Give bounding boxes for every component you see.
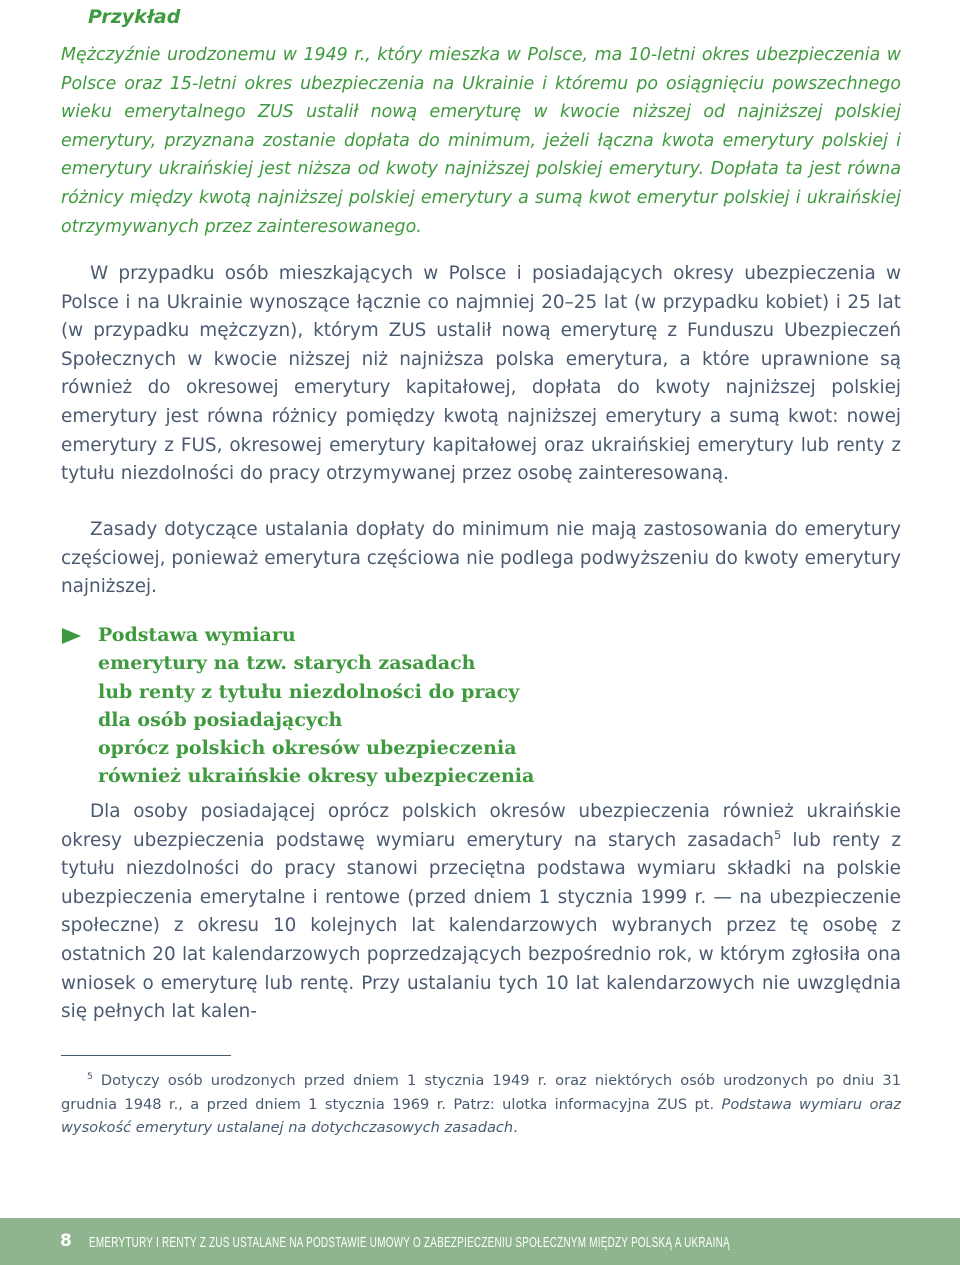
- heading-line: dla osób posiadających: [98, 708, 343, 731]
- heading-line: oprócz polskich okresów ubezpieczenia: [98, 737, 517, 760]
- heading-line: również ukraińskie okresy ubezpieczenia: [98, 765, 535, 788]
- example-label: Przykład: [88, 6, 181, 28]
- footnote-rule: [61, 1055, 231, 1056]
- footnote-text: Dotyczy osób urodzonych przed dniem 1 stycznia 1949 r. oraz niektórych osób urodzonych po dniu 31 grudnia 1948 r., a przed dniem 1 stycznia 1969 r. Patrz: ulotka informacyjna ZUS pt.: [61, 1072, 901, 1113]
- paragraph-3-text: Dla osoby posiadającej oprócz polskich okresów ubezpieczenia również ukraińskie okresy ubezpieczenia podstawę wymiaru emerytury na starych zasadach: [61, 801, 901, 851]
- heading-line: lub renty z tytułu niezdolności do pracy: [98, 680, 520, 703]
- heading-line: emerytury na tzw. starych zasadach: [98, 652, 476, 675]
- footnote-title: Podstawa wymiaru oraz wysokość emerytury ustalanej na dotychczasowych zasadach: [61, 1095, 901, 1136]
- section-heading-lines: [98, 621, 534, 791]
- footnote: [61, 1069, 901, 1140]
- body-paragraph-1: W przypadku osób mieszkających w Polsce i posiadających okresy ubezpieczenia w Polsce i na Ukrainie wynoszące łącznie co najmniej 20–25 lat (w przypadku kobiet) i 25 lat (w przypadku mężczyzn), którym ZUS ustalił nową emeryturę z Funduszu Ubezpieczeń Społecznych w kwocie niższej niż najniższa polska emerytura, a które uprawnione są również do okresowej emerytury kapitałowej, dopłata do kwoty najniższej polskiej emerytury jest równa różnicy pomiędzy kwotą najniższej emerytury a sumą kwot: nowej emerytury z FUS, okresowej emerytury kapitałowej oraz ukraińskiej emerytury lub renty z tytułu niezdolności do pracy otrzymywanej przez osobę zainteresowaną.: [61, 263, 901, 485]
- page-number: 8: [60, 1231, 72, 1251]
- footnote-reference[interactable]: 5: [773, 827, 782, 842]
- heading-line: Podstawa wymiaru: [98, 624, 296, 646]
- body-paragraph-2: Zasady dotyczące ustalania dopłaty do minimum nie mają zastosowania do emerytury częściowej, ponieważ emerytura częściowa nie podlega podwyższeniu do kwoty emerytury najniższej.: [61, 519, 901, 598]
- footnote-number: 5: [87, 1072, 93, 1083]
- example-text: Mężczyźnie urodzonemu w 1949 r., który mieszka w Polsce, ma 10-letni okres ubezpieczenia w Polsce oraz 15-letni okres ubezpieczenia na Ukrainie i któremu po osiągnięciu powszechnego wieku emerytalnego ZUS ustalił nową emeryturę w kwocie niższej od najniższej polskiej emerytury, przyznana zostanie dopłata do minimum, jeżeli łączna kwota emerytury polskiej i emerytury ukraińskiej jest niższa od kwoty najniższej polskiej emerytury. Dopłata ta jest równa różnicy między kwotą najniższej polskiej emerytury a sumą kwot emerytur polskiej i ukraińskiej otrzymywanych przez zainteresowanego.: [61, 45, 901, 237]
- page-footer: [0, 1218, 960, 1265]
- body-paragraph-3: [61, 798, 901, 1027]
- triangle-bullet-icon: [62, 628, 81, 644]
- footnote-end: .: [513, 1119, 518, 1136]
- running-title: EMERYTURY I RENTY Z ZUS USTALANE NA PODSTAWIE UMOWY O ZABEZPIECZENIU SPOŁECZNYM MIĘDZY POLSKĄ A UKRAINĄ: [89, 1234, 730, 1251]
- paragraph-3-text-cont: lub renty z tytułu niezdolności do pracy stanowi przeciętna podstawa wymiaru składki na polskie ubezpieczenia emerytalne i rentowe (przed dniem 1 stycznia 1999 r. — na ubezpieczenie społeczne) z okresu 10 kolejnych lat kalendarzowych wybranych przez tę osobę z ostatnich 20 lat kalendarzowych poprzedzających bezpośrednio rok, w którym zgłosiła ona wniosek o emeryturę lub rentę. Przy ustalaniu tych 10 lat kalendarzowych nie uwzględnia się pełnych lat kalen-: [61, 829, 901, 1023]
